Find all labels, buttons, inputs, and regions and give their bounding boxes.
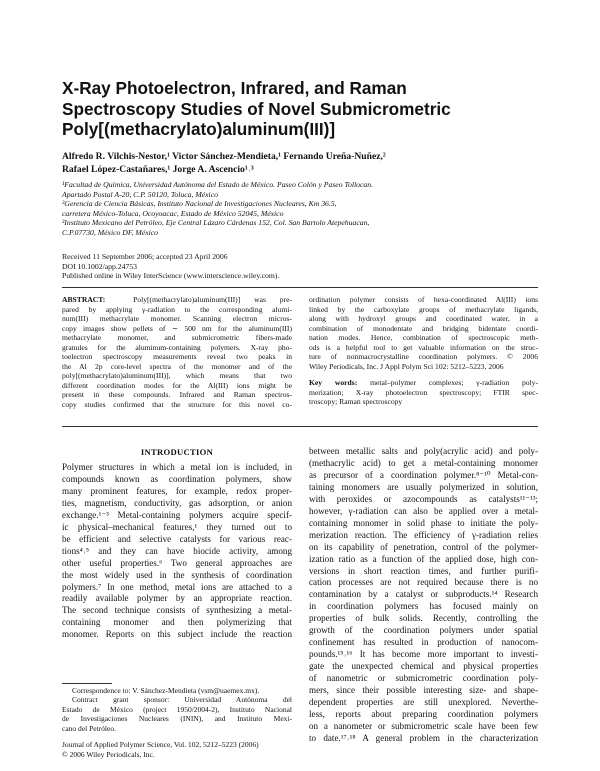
abstract-line: nation modes. Hence, combination of spectroscopic meth- — [309, 333, 538, 343]
body-line: contamination by a catalyst or subproducts.¹⁴ Research — [309, 589, 538, 600]
body-line: confinement has resulted in production of nanocom- — [309, 637, 538, 648]
journal-line: Journal of Applied Polymer Science, Vol. 102, 5212–5223 (2006) — [62, 740, 259, 749]
divider-bottom — [62, 426, 538, 427]
abstract-line: granules for the aluminum-containing polymers. X-ray pho- — [62, 342, 292, 352]
body-line: dependent properties are still unexplored. Neverthe- — [309, 697, 538, 708]
footnote-line: Contract grant sponsor: Universidad Autónoma del — [72, 695, 292, 705]
affiliation-line: carretera México-Toluca, Ocoyoacac, Estado de México 52045, México — [62, 208, 284, 218]
abstract-line: along with hydroxyl groups and coordinated water, in a — [309, 314, 538, 324]
body-line: containing monomer in solid phase to initiate the poly- — [309, 517, 538, 528]
body-line: between metallic salts and poly(acrylic acid) and poly- — [309, 446, 538, 456]
body-line: be efficient and selective catalysts for various reac- — [62, 533, 292, 544]
body-line: growth of the coordination polymers under spatial — [309, 625, 538, 636]
body-line: many prominent features, for example, redox proper- — [62, 485, 292, 496]
body-line: ization ratio as a function of the applied dose, high con- — [309, 553, 538, 564]
keywords — [309, 378, 538, 407]
journal-citation — [62, 740, 322, 759]
section-heading: INTRODUCTION — [140, 447, 214, 457]
copyright-line: © 2006 Wiley Periodicals, Inc. — [62, 749, 155, 759]
body-line: on its capability of penetration, control of the polymer- — [309, 541, 538, 552]
keywords-line: merization; X-ray photoelectron spectroscopy; FTIR spec- — [309, 387, 538, 397]
body-line: versions in short reaction times, and further purifi- — [309, 565, 538, 576]
keywords-line: troscopy; Raman spectroscopy — [309, 397, 403, 407]
body-line: cation processes are not required because there is no — [309, 577, 538, 588]
abstract-line: copy images show pellets of ∼ 500 nm for the aluminum(III) — [62, 323, 292, 333]
correspondence-line: Correspondence to: V. Sánchez-Mendieta (vsm@uaemex.mx). — [72, 686, 260, 695]
body-line: to date.¹⁷˒¹⁸ A general problem in the characterization — [309, 732, 538, 743]
affiliation-line: Apartado Postal A-20, C.P. 50120, Toluca, México — [62, 189, 218, 199]
received-date: Received 11 September 2006; accepted 23 April 2006 — [62, 252, 228, 261]
affiliation-line: C.P.07730, México DF, México — [62, 227, 158, 237]
body-line: however, γ-radiation can also be applied over a metal- — [309, 505, 538, 516]
doi: DOI 10.1002/app.24753 — [62, 261, 137, 271]
body-line: taining monomers are usually polymerized in solution, — [309, 481, 538, 492]
title-line: Spectroscopy Studies of Novel Submicrometric — [62, 98, 451, 119]
abstract-line: ods is a helpful tool to get valuable information on the struc- — [309, 342, 538, 352]
author-line: Alfredo R. Vilchis-Nestor,¹ Victor Sánchez-Mendieta,¹ Fernando Ureña-Nuñez,² — [62, 151, 386, 162]
body-line: exchange.¹⁻³ Metal-containing polymers acquire specif- — [62, 509, 292, 520]
body-line: on a nanometer or submicrometric scale have been few — [309, 720, 538, 731]
body-line: monomer. Reports on this subject include the reaction — [62, 629, 292, 640]
body-line: properties of bulk solids. Recently, controlling the — [309, 613, 538, 624]
abstract-line: toelectron spectroscopy measurements reveal two peaks in — [62, 352, 292, 362]
body-line: pounds.¹⁵˒¹⁶ It has become more important to investi- — [309, 649, 538, 660]
body-line: containing monomer and then polymerizing that — [62, 617, 292, 628]
abstract-line: linked by the carboxylate groups of methacrylate ligands, — [309, 304, 538, 314]
abstract-continued — [309, 295, 538, 371]
body-line: mers, since their possible interesting size- and shape- — [309, 685, 538, 696]
body-line: other useful properties.⁶ Two general approaches are — [62, 557, 292, 568]
abstract-line: num(III) methacrylate monomer. Scanning electron micros- — [62, 314, 292, 324]
abstract-label: ABSTRACT: — [62, 295, 106, 304]
body-line: (methacrylic acid) to get a metal-containing monomer — [309, 457, 538, 468]
body-line: ic physical–mechanical features,¹ they turned out to — [62, 521, 292, 532]
footnote-line: de Investigaciones Nucleares (ININ), and Instituto Mexi- — [62, 714, 292, 724]
abstract-line: poly[(methacrylato)aluminum(III)], which means that two — [62, 371, 292, 381]
abstract-line: combination of monodentate and bridging bidentate coordi- — [309, 323, 538, 333]
body-column-right — [309, 446, 538, 745]
abstract-line: pared by applying γ-radiation to the corresponding alumi- — [62, 304, 292, 314]
abstract-line: Wiley Periodicals, Inc. J Appl Polym Sci 102: 5212–5223, 2006 — [309, 361, 504, 371]
abstract-line: different coordination modes for the Al(III) ions might be — [62, 380, 292, 390]
footnote-rule — [62, 683, 112, 684]
title-line: Poly[(methacrylato)aluminum(III)] — [62, 119, 336, 139]
abstract-line: present in these compounds. Infrared and Raman spectros- — [62, 390, 292, 400]
title-line: X-Ray Photoelectron, Infrared, and Raman — [62, 78, 407, 98]
affiliations — [62, 180, 542, 238]
body-line: merization reaction. The efficiency of γ-radiation relies — [309, 529, 538, 540]
abstract-line: Poly[(methacrylato)aluminum(III)] was pre- — [133, 295, 293, 304]
affiliation-line: ¹Facultad de Química, Universidad Autónoma del Estado de México. Paseo Colón y Paseo Tollocan. — [62, 180, 374, 189]
body-line: with peroxides or azocompounds as catalysts¹¹⁻¹³; — [309, 493, 538, 504]
abstract-line: the Al 2p core-level spectra of the monomer and of the — [62, 361, 292, 371]
abstract — [62, 295, 292, 410]
body-line: less, reports about preparing coordination polymers — [309, 708, 538, 719]
body-line: of nanometric or submicrometric coordination poly- — [309, 673, 538, 684]
body-line: ties, magnetism, conductivity, gas adsorption, or anion — [62, 497, 292, 508]
published-online: Published online in Wiley InterScience (www.interscience.wiley.com). — [62, 271, 280, 281]
abstract-line: ture of nonmacrocrystalline coordination polymers. © 2006 — [309, 352, 538, 362]
footnote-line: Estado de México (project 1950/2004-2), Instituto Nacional — [62, 704, 292, 714]
keywords-line: metal–polymer complexes; γ-radiation poly- — [370, 378, 538, 387]
author-line: Rafael López-Castañares,¹ Jorge A. Ascencio¹˒³ — [62, 163, 254, 175]
body-line: polymers.⁷ In one method, metal ions are attached to a — [62, 581, 292, 592]
abstract-line: ordination polymer consists of hexa-coordinated Al(III) ions — [309, 295, 538, 304]
body-line: readily available polymer by an appropriate reaction. — [62, 593, 292, 604]
body-line: tions⁴˒⁵ and they can have biocide activity, among — [62, 545, 292, 556]
body-line: The second technique consists of synthesizing a metal- — [62, 605, 292, 616]
divider-top — [62, 287, 538, 288]
body-line: compounds known as coordination polymers, show — [62, 473, 292, 484]
abstract-line: methacrylate monomer, and submicrometric fibers-made — [62, 333, 292, 343]
article-title — [62, 78, 532, 140]
keywords-label: Key words: — [309, 378, 358, 387]
body-column-left — [62, 462, 292, 641]
body-line: gate the unexpected chemical and physical properties — [309, 661, 538, 672]
publication-dates — [62, 252, 542, 281]
body-line: the most widely used in the synthesis of coordination — [62, 569, 292, 580]
body-line: in coordination polymers has focused mainly on — [309, 601, 538, 612]
author-list — [62, 151, 542, 176]
footnote-line: cano del Petróleo. — [62, 723, 116, 733]
affiliation-line: ²Gerencia de Ciencia Básicas, Instituto Nacional de Investigaciones Nucleares, Km 36.5, — [62, 199, 337, 209]
body-line: as precursor of a coordination polymer.⁸⁻¹⁰ Metal-con- — [309, 469, 538, 480]
abstract-line: copy studies confirmed that the structure for this novel co- — [62, 400, 292, 410]
footnote — [62, 686, 292, 733]
body-line: Polymer structures in which a metal ion is included, in — [62, 462, 292, 472]
affiliation-line: ³Instituto Mexicano del Petróleo, Eje Central Lázaro Cárdenas 152, Col. San Bartolo Atepehuacan, — [62, 218, 370, 228]
